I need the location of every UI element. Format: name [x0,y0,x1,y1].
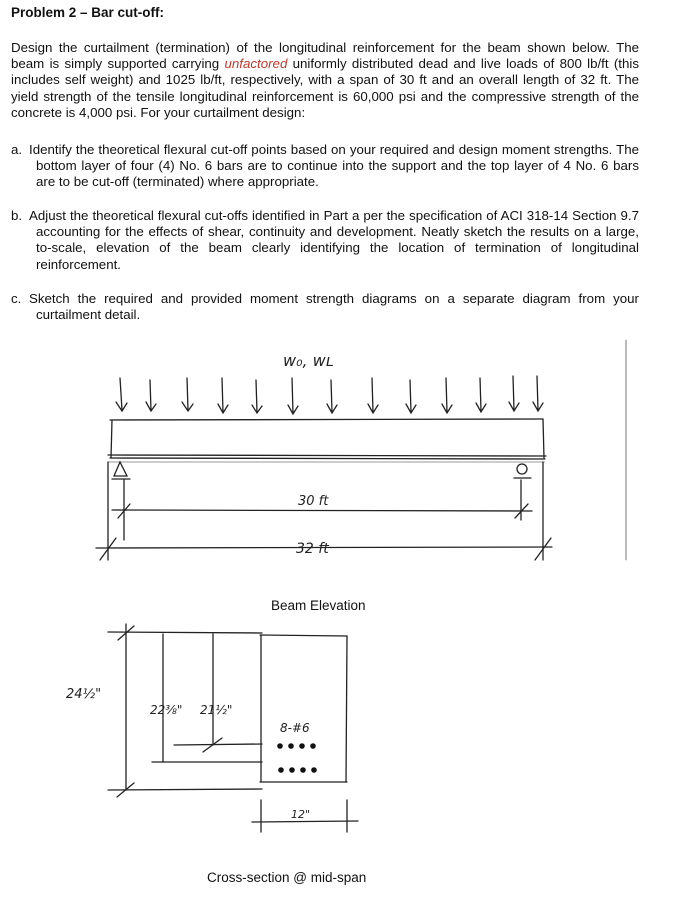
bars-label: 8-#6 [280,721,310,735]
load-arrows [116,376,543,414]
depth-overall-label: 24½" [66,687,102,702]
cross-section-caption: Cross-section @ mid-span [207,870,367,885]
span-label: 30 ft [298,494,329,509]
problem-title: Problem 2 – Bar cut-off: [11,5,165,20]
length-label: 32 ft [296,541,329,557]
task-text-c: Sketch the required and provided moment strength diagrams on a separate diagram from your curtailment detail. [29,291,639,323]
beam-outline [108,419,546,462]
rebar-layer-bottom [278,767,317,773]
depth-layer2-label: 21½" [200,703,233,717]
load-label: w₀, wʟ [283,351,334,370]
cross-section-outline [260,635,347,782]
task-text-b: Adjust the theoretical flexural cut-offs identified in Part a per the specification of ACI 318-14 Section 9.7 accounting for the effects of shear, continuity and development. Neatly sketch the results on a large, to-scale, elevation of the beam clearly identifying the location of termination of longitudinal reinforcement. [29,208,639,272]
beam-elevation-caption: Beam Elevation [271,598,366,613]
task-label-a: a. [11,142,23,157]
task-label-b: b. [11,208,23,223]
task-label-c: c. [11,291,22,306]
pin-support [112,462,130,479]
depth-layer1-label: 22⅜" [150,703,183,717]
unfactored-emphasis: unfactored [224,56,288,72]
statement-text-2: uniformly distributed dead and live loads of 800 lb/ft (this includes self weight) and 1025 lb/ft, respectively, with a span of 30 ft and an overall length of 32 ft. The yield strength of the tensile longitudinal reinforcement is 60,000 psi and the compressive strength of the concrete is 4,000 psi. For your curtailment design: [11,56,639,120]
roller-support [514,464,531,478]
depth-dimensions [108,624,262,797]
span-dimension [112,480,532,540]
task-text-a: Identify the theoretical flexural cut-off points based on your required and design moment strengths. The bottom layer of four (4) No. 6 bars are to continue into the support and the top layer of 4 No. 6 bars are to be cut-off (terminated) where appropriate. [29,142,639,190]
rebar-layer-top [277,743,316,749]
statement-text-1: Design the curtailment (termination) of the longitudinal reinforcement for the beam shown below. The beam is simply supported carrying [11,40,639,72]
width-label: 12" [291,808,311,821]
